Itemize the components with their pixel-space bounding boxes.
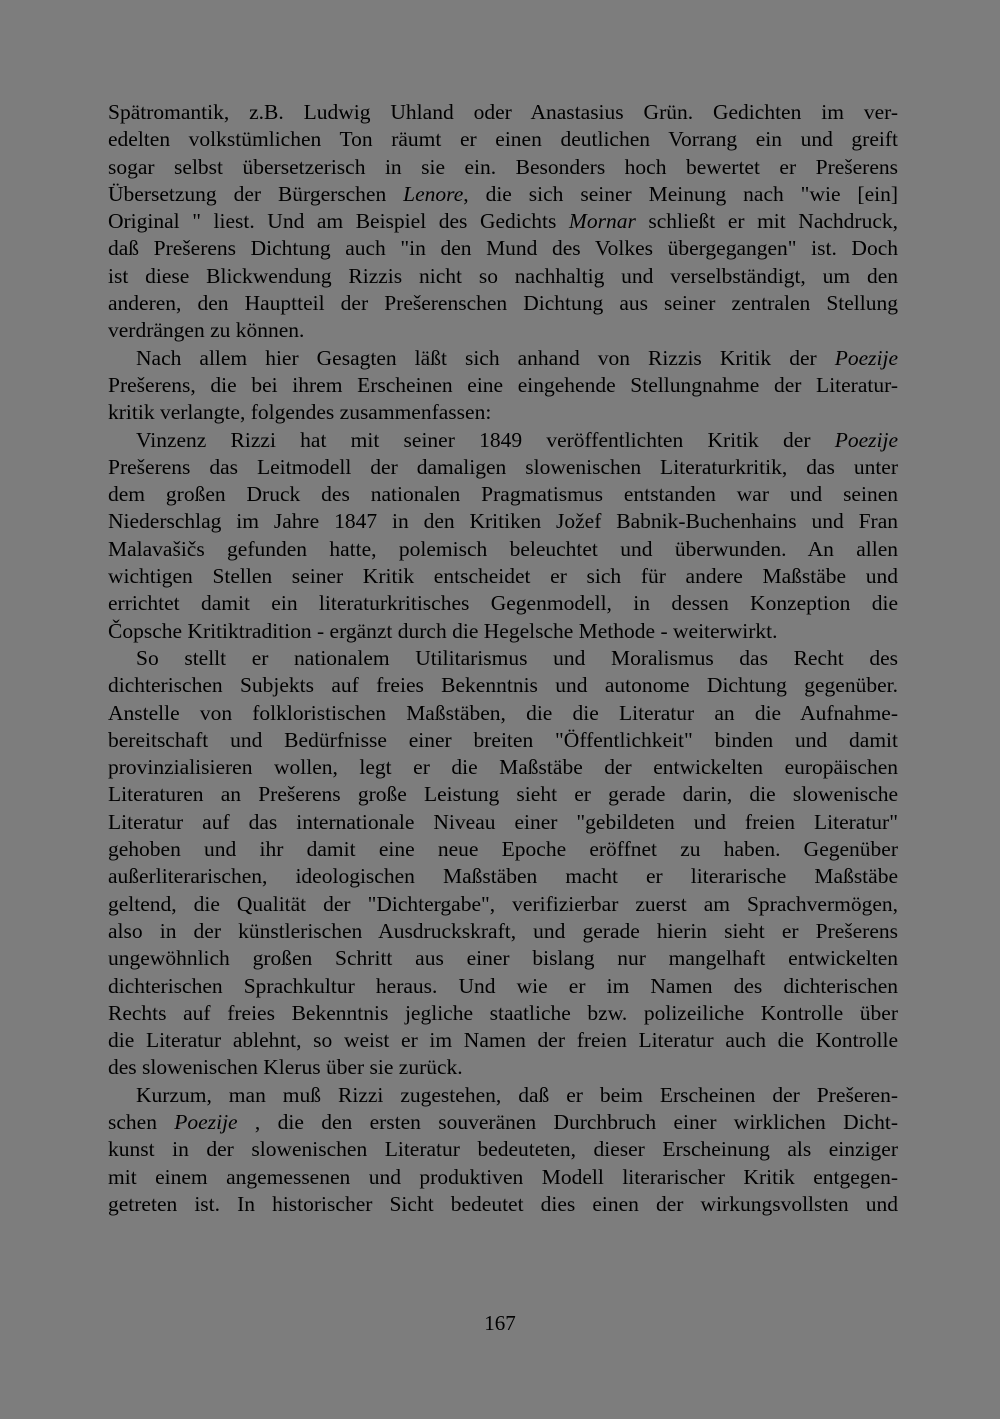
text-line: Vinzenz Rizzi hat mit seiner 1849 veröffentlichten Kritik der Poezije — [136, 427, 898, 452]
italic-title: Poezije — [174, 1109, 238, 1134]
text-line: edelten volkstümlichen Ton räumt er einen deutlichen Vorrang ein und greift — [108, 127, 898, 152]
text-line: gehoben und ihr damit eine neue Epoche eröffnet zu haben. Gegenüber — [108, 837, 898, 862]
text-line: dichterischen Subjekts auf freies Bekenntnis und autonome Dichtung gegenüber. — [108, 673, 898, 698]
italic-title: Lenore — [403, 181, 464, 206]
text-line: Prešerens das Leitmodell der damaligen slowenischen Literaturkritik, das unter — [108, 454, 898, 479]
text-line: getreten ist. In historischer Sicht bedeutet dies einen der wirkungsvollsten und — [108, 1191, 898, 1216]
text-line: schen Poezije , die den ersten souveränen Durchbruch einer wirklichen Dicht- — [108, 1109, 899, 1134]
italic-title: Poezije — [834, 345, 898, 370]
text-line: also in der künstlerischen Ausdruckskraft, und gerade hierin sieht er Prešerens — [108, 918, 898, 943]
text-line: Literaturen an Prešerens große Leistung sieht er gerade darin, die slowenische — [108, 782, 898, 807]
text-line: anderen, den Hauptteil der Prešerenschen Dichtung aus seiner zentralen Stellung — [108, 291, 898, 316]
text-line: dem großen Druck des nationalen Pragmatismus entstanden war und seinen — [108, 482, 898, 507]
text-line: Anstelle von folkloristischen Maßstäben, die die Literatur an die Aufnahme- — [108, 700, 898, 725]
text-line: ist diese Blickwendung Rizzis nicht so nachhaltig und verselbständigt, um den — [108, 263, 898, 288]
paragraph-3 — [108, 427, 898, 645]
text-line: Malavašičs gefunden hatte, polemisch beleuchtet und überwunden. An allen — [108, 536, 898, 561]
text-line: des slowenischen Klerus über sie zurück. — [108, 1055, 463, 1080]
text-line: kunst in der slowenischen Literatur bedeuteten, dieser Erscheinung als einziger — [108, 1137, 898, 1162]
text-line: daß Prešerens Dichtung auch "in den Mund des Volkes übergegangen" ist. Doch — [108, 236, 898, 261]
text-line: So stellt er nationalem Utilitarismus und Moralismus das Recht des — [136, 645, 898, 670]
text-line: sogar selbst übersetzerisch in sie ein. Besonders hoch bewertet er Prešerens — [108, 154, 898, 179]
text-line: Spätromantik, z.B. Ludwig Uhland oder Anastasius Grün. Gedichten im ver- — [108, 100, 898, 124]
text-line: Literatur auf das internationale Niveau einer "gebildeten und freien Literatur" — [108, 809, 898, 834]
paragraph-5 — [108, 1082, 898, 1218]
body-text — [108, 99, 898, 1218]
text-line: die Literatur ablehnt, so weist er im Namen der freien Literatur auch die Kontrolle — [108, 1028, 898, 1053]
text-line: verdrängen zu können. — [108, 318, 305, 343]
text-line: provinzialisieren wollen, legt er die Maßstäbe der entwickelten europäischen — [108, 755, 898, 780]
text-line: Prešerens, die bei ihrem Erscheinen eine eingehende Stellungnahme der Literatur- — [108, 372, 898, 397]
text-line: mit einem angemessenen und produktiven Modell literarischer Kritik entgegen- — [108, 1164, 898, 1189]
text-line: Niederschlag im Jahre 1847 in den Kritiken Jožef Babnik-Buchenhains und Fran — [108, 509, 898, 534]
page-number: 167 — [484, 1311, 516, 1335]
text-line: errichtet damit ein literaturkritisches Gegenmodell, in dessen Konzeption die — [108, 591, 898, 616]
text-line: dichterischen Sprachkultur heraus. Und wie er im Namen des dichterischen — [108, 973, 898, 998]
text-line: Original " liest. Und am Beispiel des Gedichts Mornar schließt er mit Nachdruck, — [108, 209, 898, 234]
italic-title: Poezije — [834, 427, 898, 452]
text-line: Kurzum, man muß Rizzi zugestehen, daß er beim Erscheinen der Prešeren- — [136, 1082, 898, 1107]
text-line: bereitschaft und Bedürfnisse einer breiten "Öffentlichkeit" binden und damit — [108, 727, 898, 752]
text-line: Nach allem hier Gesagten läßt sich anhand von Rizzis Kritik der Poezije — [136, 345, 898, 370]
text-line: Übersetzung der Bürgerschen Lenore, die sich seiner Meinung nach "wie [ein] — [108, 181, 898, 206]
text-line: Čopsche Kritiktradition - ergänzt durch die Hegelsche Methode - weiterwirkt. — [108, 618, 778, 643]
text-line: ungewöhnlich großen Schritt aus einer bislang nur mangelhaft entwickelten — [108, 946, 898, 971]
paragraph-2 — [108, 345, 898, 427]
text-line: geltend, die Qualität der "Dichtergabe", verifizierbar zuerst am Sprachvermögen, — [108, 891, 898, 916]
paragraph-4 — [108, 645, 898, 1082]
text-line: kritik verlangte, folgendes zusammenfassen: — [108, 400, 492, 425]
text-line: wichtigen Stellen seiner Kritik entscheidet er sich für andere Maßstäbe und — [108, 564, 898, 589]
italic-title: Mornar — [568, 209, 636, 234]
paragraph-1 — [108, 99, 898, 345]
text-line: Rechts auf freies Bekenntnis jegliche staatliche bzw. polizeiliche Kontrolle über — [108, 1000, 898, 1025]
text-line: außerliterarischen, ideologischen Maßstäben macht er literarische Maßstäbe — [108, 864, 898, 889]
